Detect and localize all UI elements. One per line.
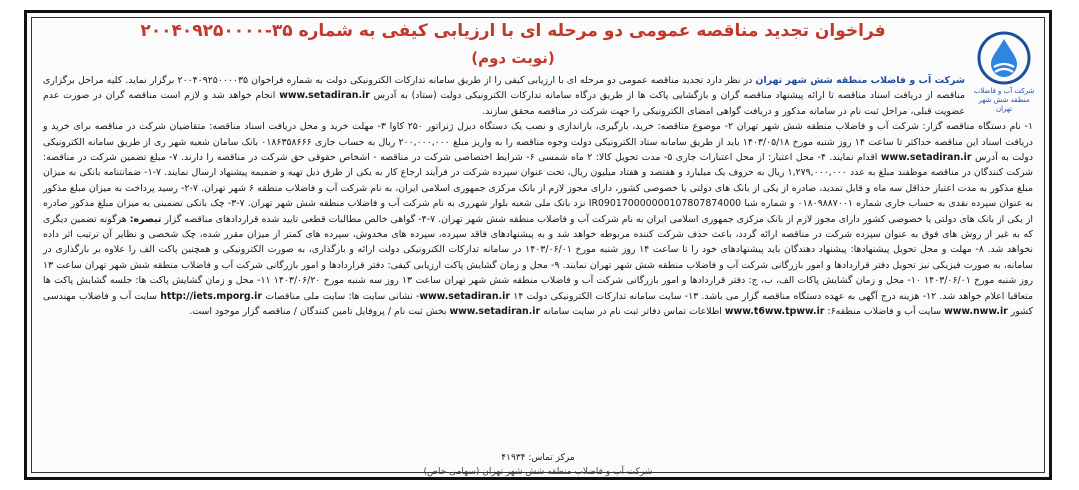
notice-subtitle: (نوبت دوم) [471, 49, 555, 67]
iets-link[interactable]: http://iets.mporg.ir [160, 290, 262, 302]
notice-frame [24, 10, 1052, 480]
intro-text: در نظر دارد تجدید مناقصه عمومی دو مرحله ای با ارزیابی کیفی را از طریق سامانه تدارکات الکترونیکی دولت به شماره فراخوان ۲۰۰۴۰۹۲۵۰۰۰۰۳۵ برگزار نماید. کلیه مراحل برگزاری مناقصه از دریافت اسناد مناقصه تا ارائه پیشنهاد مناقصه گران و بازگشایی پاکت ها از طریق درگاه سامانه تدارکات الکترونیکی دولت (ستاد) به آدرس [43, 75, 965, 102]
footer-org-name: شرکت آب و فاضلاب منطقه شش شهر تهران (سهامی خاص) [423, 467, 653, 477]
item-13b-text: ۱۴- نشانی سایت ها: سایت ملی مناقصات [265, 290, 524, 302]
company-logo [973, 31, 1035, 117]
t6ww-link[interactable]: www.t6ww.tpww.ir [724, 306, 825, 318]
item-1b-text: اقدام نمایند. ۴- محل اعتبار: از محل اعتبارات جاری [675, 152, 878, 164]
note-label: تبصره: [129, 213, 162, 225]
notice-title: فراخوان تجدید مناقصه عمومی دو مرحله ای با ارزیابی کیفی به شماره ۳۵-۲۰۰۴۰۹۲۵۰۰۰۰ [140, 21, 886, 41]
company-name: شرکت آب و فاضلاب منطقه شش شهر تهران [755, 75, 965, 86]
item-1-text: ۱- نام دستگاه مناقصه گزار: شرکت آب و فاضلاب منطقه شش شهر تهران ۲- موضوع مناقصه: خرید، بارگیری، باراندازی و نصب یک دستگاه دیزل ژنراتور ۲۵۰ کاوا ۳- مهلت خرید و محل دریافت اسناد مناقصه: متقاضیان شرکت در مناقصه برای خرید و دریافت اسناد این مناقصه حداکثر تا ساعت ۱۴ روز شنبه مورخ ۱۴۰۳/۰۵/۱۸ باید از طریق سامانه ستاد الکترونیکی دولت وجوه مناقصه را به واریز مبلغ ۲۰۰,۰۰۰,۰۰۰ ریال به حساب جاری ۰۱۸۶۳۵۸۶۶۶ بانک سامان شعبه شهر ری از طریق سامانه الکترونیکی دولت به آدرس [43, 121, 1034, 164]
setad-link-2[interactable]: www.setadiran.ir [880, 152, 972, 164]
nww-link[interactable]: www.nww.ir [944, 306, 1008, 318]
water-drop-logo-icon [977, 31, 1031, 85]
contact-code: مرکز تماس: ۴۱۹۳۴ [501, 453, 575, 463]
intro-paragraph [43, 73, 965, 119]
setad-link-4[interactable]: www.setadiran.ir [449, 306, 541, 318]
notice-body [43, 73, 1034, 320]
item-13c-text: سایت آب و فاضلاب مهندسی کشور [43, 290, 1033, 318]
item-13f-text: بخش ثبت نام / پروفایل تامین کنندگان / مناقصه گزار موجود است. [189, 306, 447, 318]
setad-link[interactable]: www.setadiran.ir [279, 90, 370, 102]
intro-text-2: انجام خواهد شد و لازم است مناقصه گران در صورت عدم عضویت قبلی، مراحل ثبت نام در سامانه مذکور و دریافت گواهی امضای الکترونیکی را جهت شرکت در مناقصه محقق سازند. [43, 90, 965, 117]
items-paragraph [43, 119, 1033, 319]
item-13e-text: اطلاعات تماس دفاتر ثبت نام در سایت سامانه [543, 306, 722, 318]
logo-caption: شرکت آب و فاضلاب منطقه شش شهر تهران [973, 87, 1035, 113]
item-5-text: ۵- مدت تحویل کالا: ۲ ماه شمسی ۶- شرایط اختصاصی شرکت در مناقصه - اشخاص حقوقی حق شرکت در مناقصه را دارند. ۷- مبلغ تضمین شرکت در مناقصه: شرکت کنندگان در مناقصه موظفند مبلغ به عدد ۱,۲۷۹,۰۰۰,۰۰۰ ریال به حروف یک میلیارد و هفتصد و هفتاد میلیون ریال، تحت عنوان سپرده شرکت در فرآیند ارجاع کار به یکی از طرق ذیل تهیه و ضمیمه پیشنهاد ارسال نمایند. ۷-۱- ضمانتنامه بانکی به میزان مبلغ مذکور به مدت اعتبار حداقل سه ماه و قابل تمدید، صادره از یکی از بانک های دولتی یا خصوصی کشور، دارای مجوز لازم از بانک مرکزی جمهوری اسلامی ایران، به نام شرکت آب و فاضلاب منطقه ۶ شهر تهران. ۷-۲- رسید پرداخت به میزان مبلغ مذکور به عنوان سپرده نقدی به حساب جاری شماره ۰۱۸۰۹۸۸۷۰۰۱ و شماره شبا IR090170000000107807874000 نزد بانک ملی شعبه بلوار شهرری به نام شرکت آب و فاضلاب منطقه شش شهر تهران. ۷-۳- چک بانکی تضمینی به میزان مبلغ مذکور صادره از یکی از بانک های دولتی یا خصوصی کشور دارای مجوز لازم از بانک مرکزی جمهوری اسلامی ایران به نام شرکت آب و فاضلاب منطقه شش شهر تهران. ۷-۴- گواهی خالص مطالبات قطعی تایید شده قراردادهای مناقصه گزار [43, 152, 1034, 225]
item-7b-text: هرگونه تضمین دیگری که به غیر از روش های فوق به عنوان سپرده شرکت در مناقصه ارائه گردد، باعث حذف شرکت کننده مربوطه خواهد شد و به پیشنهادهای فاقد سپرده، سپرده های مخدوش، سپرده های کمتر از میزان مقرر شده، چک شخصی و نظایر آن ترتیب اثر داده نخواهد شد. ۸- مهلت و محل تحویل پیشنهادها: پیشنهاد دهندگان باید پیشنهادهای خود را تا ساعت ۱۴ روز شنبه مورخ ۱۴۰۳/۰۶/۰۱ در سامانه تدارکات الکترونیکی دولت ارائه و بارگذاری، به صورت الکترونیکی و همچنین پاکت الف را علاوه بر بارگذاری در سامانه، به صورت فیزیکی نیز تحویل دفتر قراردادها و امور بازرگانی شرکت آب و فاضلاب منطقه شش شهر تهران نمایند. ۹- محل و زمان گشایش پاکت ارزیابی کیفی: دفتر قراردادها و امور بازرگانی شرکت آب و فاضلاب منطقه شش شهر تهران ساعت ۱۳ روز شنبه مورخ ۱۴۰۳/۰۶/۰۱ ۱۰- محل و زمان گشایش پاکات الف، ب، ج: دفتر قراردادها و امور بازرگانی شرکت آب و فاضلاب منطقه شش شهر تهران ساعت ۱۳ روز سه شنبه مورخ ۱۴۰۳/۰۶/۲۰ ۱۱- محل و زمان گشایش پاکت ها: جلسه گشایش پاکت ها متعاقبا اعلام خواهد شد. ۱۲- هزینه درج آگهی به عهده دستگاه مناقصه گزار می باشد. ۱۳- سایت سامانه تدارکات الکترونیکی دولت [43, 213, 1034, 302]
setad-link-3[interactable]: www.setadiran.ir [419, 290, 510, 302]
item-13d-text: سایت آب و فاضلاب منطقه۶: [827, 306, 942, 318]
